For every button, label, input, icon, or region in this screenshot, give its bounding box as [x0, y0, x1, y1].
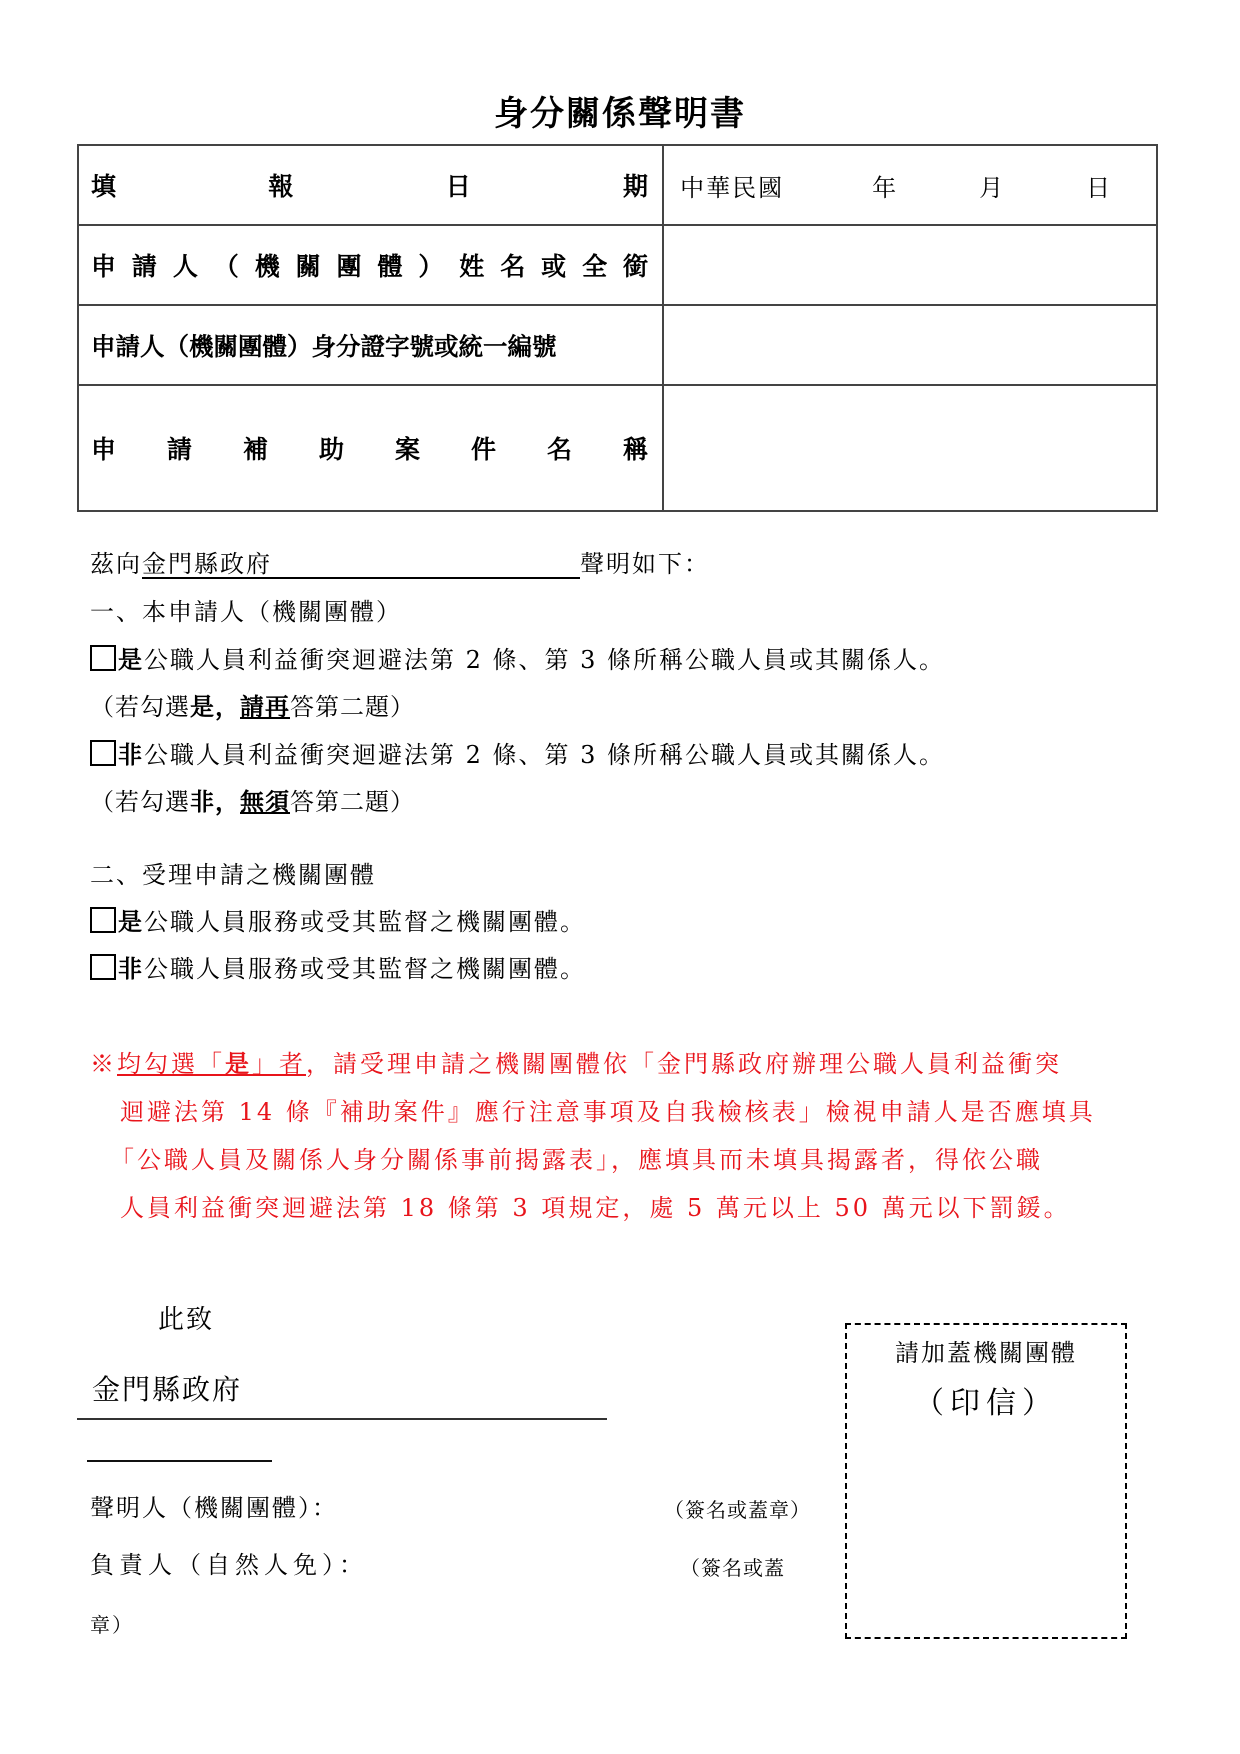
label-char: 申 — [91, 252, 117, 281]
declarant-label: 聲明人（機關團體）： — [90, 1494, 338, 1522]
recipient: 金門縣政府 — [92, 1373, 243, 1406]
label-applicant-id: 申請人（機關團體）身分證字號或統一編號 — [78, 305, 663, 385]
notice-line-2: 迴避法第 14 條『補助案件』應行注意事項及自我檢核表」檢視申請人是否應填具 — [120, 1098, 1096, 1126]
section1-option-no: 非公職人員利益衝突迴避法第 2 條、第 3 條所稱公職人員或其關係人。 — [90, 740, 945, 770]
notice-line-3: 「公職人員及關係人身分關係事前揭露表」，應填具而未填具揭露者，得依公職 — [110, 1146, 1043, 1174]
seal-stamp-box[interactable] — [845, 1323, 1127, 1639]
label-char: 機 — [254, 252, 280, 281]
label-char: 日 — [445, 172, 471, 201]
label-applicant-name — [78, 225, 663, 305]
section2-option-no: 非公職人員服務或受其監督之機關團體。 — [90, 954, 586, 984]
responsible-sign-hint[interactable]: （簽名或蓋 — [680, 1556, 785, 1580]
notice-condition: 均勾選「是」者 — [117, 1050, 306, 1078]
value-fill-date[interactable] — [663, 145, 1157, 225]
label-char: 關 — [295, 252, 321, 281]
short-divider — [87, 1460, 272, 1462]
declaration-agency[interactable]: 金門縣政府 — [142, 551, 580, 579]
responsible-label: 負責人（自然人免）： — [90, 1551, 368, 1579]
info-table — [77, 144, 1158, 512]
label-char: 名 — [500, 252, 526, 281]
notice-line-1: ※均勾選「是」者，請受理申請之機關團體依「金門縣政府辦理公職人員利益衝突 — [90, 1050, 1062, 1078]
date-day: 日 — [1086, 173, 1111, 202]
label-char: 體 — [377, 252, 403, 281]
label-char: 人 — [172, 252, 198, 281]
value-applicant-name[interactable] — [663, 225, 1157, 305]
label-char: 團 — [336, 252, 362, 281]
value-case-name[interactable] — [663, 385, 1157, 511]
label-char: 補 — [243, 435, 269, 464]
seal-label: （印信） — [914, 1386, 1058, 1421]
table-row-applicant-id — [78, 305, 1157, 385]
section2-heading: 二、受理申請之機關團體 — [90, 861, 376, 889]
section1-note-yes: （若勾選是，請再答第二題） — [90, 693, 415, 721]
label-char: （ — [213, 252, 239, 281]
date-year: 年 — [872, 173, 897, 202]
label-char: 案 — [395, 435, 421, 464]
checkbox-section1-no[interactable] — [90, 740, 116, 766]
label-char: 銜 — [622, 252, 648, 281]
recipient-underline — [77, 1418, 607, 1420]
checkbox-section2-yes[interactable] — [90, 907, 116, 933]
date-era: 中華民國 — [680, 173, 785, 202]
label-char: 稱 — [623, 435, 649, 464]
notice-block — [90, 1040, 1170, 1232]
notice-line-4: 人員利益衝突迴避法第 18 條第 3 項規定，處 5 萬元以上 50 萬元以下罰鍰。 — [120, 1194, 1071, 1222]
date-month: 月 — [979, 173, 1004, 202]
checkbox-section1-yes[interactable] — [90, 645, 116, 671]
page-title: 身分關係聲明書 — [494, 94, 746, 134]
checkbox-section2-no[interactable] — [90, 954, 116, 980]
declarant-sign-hint[interactable]: （簽名或蓋章） — [664, 1498, 811, 1522]
label-fill-date — [78, 145, 663, 225]
label-char: ） — [418, 252, 444, 281]
reference-mark-icon: ※ — [90, 1050, 117, 1078]
section1-option-yes: 是公職人員利益衝突迴避法第 2 條、第 3 條所稱公職人員或其關係人。 — [90, 645, 945, 675]
label-char: 或 — [541, 252, 567, 281]
salutation: 此致 — [158, 1305, 215, 1335]
table-row-fill-date — [78, 145, 1157, 225]
responsible-sign-hint-wrap: 章） — [90, 1613, 134, 1637]
table-row-case-name — [78, 385, 1157, 511]
label-char: 請 — [131, 252, 157, 281]
label-char: 填 — [91, 172, 117, 201]
section1-note-no: （若勾選非，無須答第二題） — [90, 788, 415, 816]
declaration-line: 茲向金門縣政府 聲明如下： — [90, 550, 710, 578]
label-char: 助 — [319, 435, 345, 464]
label-char: 件 — [471, 435, 497, 464]
section1-heading: 一、本申請人（機關團體） — [90, 598, 402, 626]
label-char: 期 — [623, 172, 649, 201]
section2-option-yes: 是公職人員服務或受其監督之機關團體。 — [90, 907, 586, 937]
label-case-name — [78, 385, 663, 511]
label-char: 申 — [91, 435, 117, 464]
label-char: 請 — [167, 435, 193, 464]
label-char: 姓 — [459, 252, 485, 281]
label-char: 全 — [582, 252, 608, 281]
label-char: 報 — [268, 172, 294, 201]
table-row-applicant-name — [78, 225, 1157, 305]
seal-instruction: 請加蓋機關團體 — [895, 1339, 1077, 1367]
label-char: 名 — [547, 435, 573, 464]
value-applicant-id[interactable] — [663, 305, 1157, 385]
